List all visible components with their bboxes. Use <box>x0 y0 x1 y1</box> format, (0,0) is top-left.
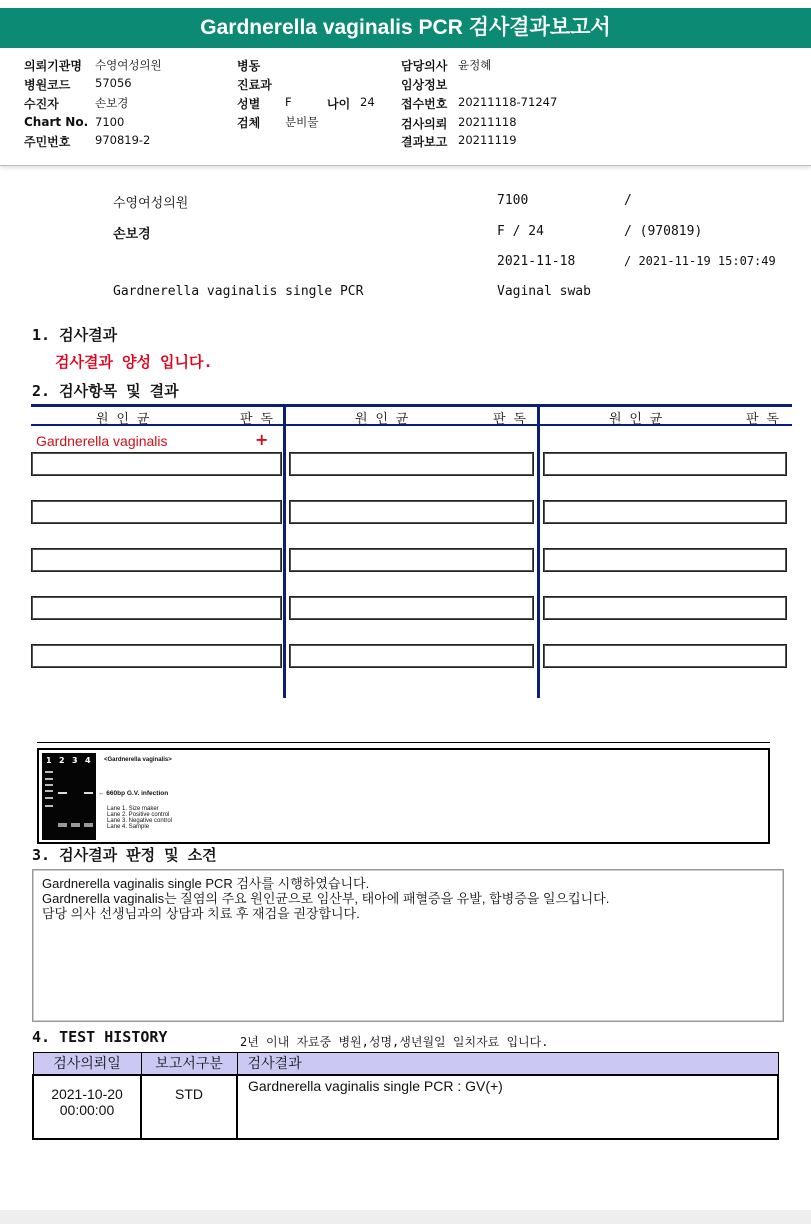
hospital-code-label: 병원코드 <box>24 78 71 92</box>
gel-title: <Gardnerella vaginalis> <box>104 757 172 763</box>
request-date-label: 검사의뢰 <box>401 117 448 131</box>
result-cell <box>543 548 787 572</box>
request-date-value: 20211118 <box>458 115 517 129</box>
pb-slash: / <box>624 193 632 208</box>
history-header-row <box>33 1053 778 1075</box>
history-col-result: 검사결과 <box>237 1053 778 1075</box>
doctor-value: 윤정혜 <box>458 58 492 72</box>
organism-result: + <box>255 430 269 449</box>
history-time: 00:00:00 <box>59 1101 115 1118</box>
result-cell <box>31 452 282 476</box>
gel-electrophoresis-image <box>42 753 96 840</box>
resident-no-value: 970819-2 <box>95 133 151 147</box>
clinical-info-label: 임상정보 <box>401 78 448 92</box>
ladder-band <box>45 790 53 792</box>
result-cell <box>543 452 787 476</box>
report-date-label: 결과보고 <box>401 135 448 149</box>
chart-no-value: 7100 <box>95 115 125 129</box>
lane-number: 3 <box>72 756 78 765</box>
specimen-label: 검체 <box>237 116 261 130</box>
department-label: 진료과 <box>237 78 272 92</box>
specimen-value: 분비물 <box>285 115 319 129</box>
result-cell <box>289 548 534 572</box>
gel-legend-line: Lane 4. Sample <box>107 824 150 830</box>
col-judgement-3: 판 독 <box>746 412 779 427</box>
sample-band <box>84 792 93 794</box>
gel-legend-line: Lane 2. Positive control <box>107 812 170 818</box>
col-pathogen-3: 원 인 균 <box>609 412 663 427</box>
grid-top-rule <box>31 404 792 407</box>
lane-number: 2 <box>59 756 65 765</box>
pb-birth: / (970819) <box>624 224 703 239</box>
result-cell <box>543 596 787 620</box>
pb-received-date: 2021-11-18 <box>497 254 576 269</box>
opinion-line: 담당 의사 선생님과의 상담과 치료 후 재검을 권장합니다. <box>42 906 360 921</box>
result-cell <box>31 644 282 668</box>
ladder-band <box>45 784 53 786</box>
ward-label: 병동 <box>237 59 261 73</box>
pb-chart-no: 7100 <box>497 193 529 208</box>
lane-number: 4 <box>85 756 91 765</box>
gel-band-label: ← 660bp G.V. infection <box>98 790 169 797</box>
chart-no-label: Chart No. <box>24 115 89 129</box>
sex-label: 성별 <box>237 97 261 111</box>
grid-divider-1 <box>283 404 286 698</box>
col-pathogen-2: 원 인 균 <box>355 412 409 427</box>
age-value: 24 <box>360 95 375 109</box>
result-cell <box>31 548 282 572</box>
section2-heading: 2. 검사항목 및 결과 <box>32 382 179 400</box>
table-row <box>33 1075 778 1139</box>
page-bottom-band <box>0 1210 811 1224</box>
result-cell <box>31 500 282 524</box>
resident-no-label: 주민번호 <box>24 135 71 149</box>
organism-name: Gardnerella vaginalis <box>36 433 168 449</box>
history-col-date: 검사의뢰일 <box>33 1053 141 1075</box>
receipt-no-label: 접수번호 <box>401 97 448 111</box>
col-judgement-1: 판 독 <box>240 412 273 427</box>
gel-legend-line: Lane 3. Negative control <box>107 818 173 824</box>
positive-result: 검사결과 양성 입니다. <box>55 353 213 371</box>
patient-value: 손보경 <box>95 96 129 110</box>
result-cell <box>289 500 534 524</box>
result-cell <box>543 500 787 524</box>
result-cell <box>543 644 787 668</box>
result-cell <box>31 596 282 620</box>
receipt-no-value: 20211118-71247 <box>458 95 558 109</box>
history-col-type: 보고서구분 <box>141 1053 237 1075</box>
col-pathogen-1: 원 인 균 <box>96 412 150 427</box>
opinion-line: Gardnerella vaginalis single PCR 검사를 시행하였습니다. <box>42 876 370 891</box>
patient-label: 수진자 <box>24 97 59 111</box>
grid-divider-2 <box>537 404 540 698</box>
ladder-band <box>45 797 53 799</box>
institution-label: 의뢰기관명 <box>24 59 82 73</box>
report-date-value: 20211119 <box>458 133 517 147</box>
pb-reported-date: / 2021-11-19 15:07:49 <box>624 254 776 268</box>
positive-band <box>58 792 67 794</box>
hospital-code-value: 57056 <box>95 76 132 90</box>
gel-top-rule <box>37 742 770 743</box>
primer-band <box>58 823 67 827</box>
ladder-band <box>45 771 53 773</box>
doctor-label: 담당의사 <box>401 59 448 73</box>
gel-legend-line: Lane 1. Size maker <box>107 806 159 812</box>
result-cell <box>289 596 534 620</box>
section4-heading: 4. TEST HISTORY <box>32 1028 168 1046</box>
result-cell <box>289 644 534 668</box>
result-cell <box>289 452 534 476</box>
history-result: Gardnerella vaginalis single PCR : GV(+) <box>237 1075 778 1139</box>
history-note: 2년 이내 자료중 병원,성명,생년월일 일치자료 입니다. <box>240 1035 549 1049</box>
pb-name: 손보경 <box>113 227 151 242</box>
history-date: 2021-10-20 <box>51 1085 123 1102</box>
opinion-box <box>32 869 784 1022</box>
opinion-line: Gardnerella vaginalis는 질염의 주요 원인균으로 임산부, 태아에 패혈증을 유발, 합병증을 일으킵니다. <box>42 891 610 906</box>
institution-value: 수영여성의원 <box>95 58 162 72</box>
pb-test-name: Gardnerella vaginalis single PCR <box>113 284 364 299</box>
col-judgement-2: 판 독 <box>493 412 526 427</box>
primer-band <box>71 823 80 827</box>
history-type: STD <box>141 1075 237 1139</box>
ladder-band <box>45 805 53 807</box>
report-title: Gardnerella vaginalis PCR 검사결과보고서 <box>0 8 811 48</box>
history-table <box>32 1052 779 1140</box>
pb-institution: 수영여성의원 <box>113 196 189 211</box>
ladder-band <box>45 778 53 780</box>
age-label: 나이 <box>327 97 351 111</box>
pb-sex-age: F / 24 <box>497 224 544 239</box>
section3-heading: 3. 검사결과 판정 및 소견 <box>32 846 217 864</box>
history-date-cell <box>33 1075 141 1139</box>
sex-value: F <box>285 95 292 109</box>
primer-band <box>84 823 93 827</box>
section1-heading: 1. 검사결과 <box>32 326 118 344</box>
pb-specimen: Vaginal swab <box>497 284 591 299</box>
lane-number: 1 <box>46 756 52 765</box>
